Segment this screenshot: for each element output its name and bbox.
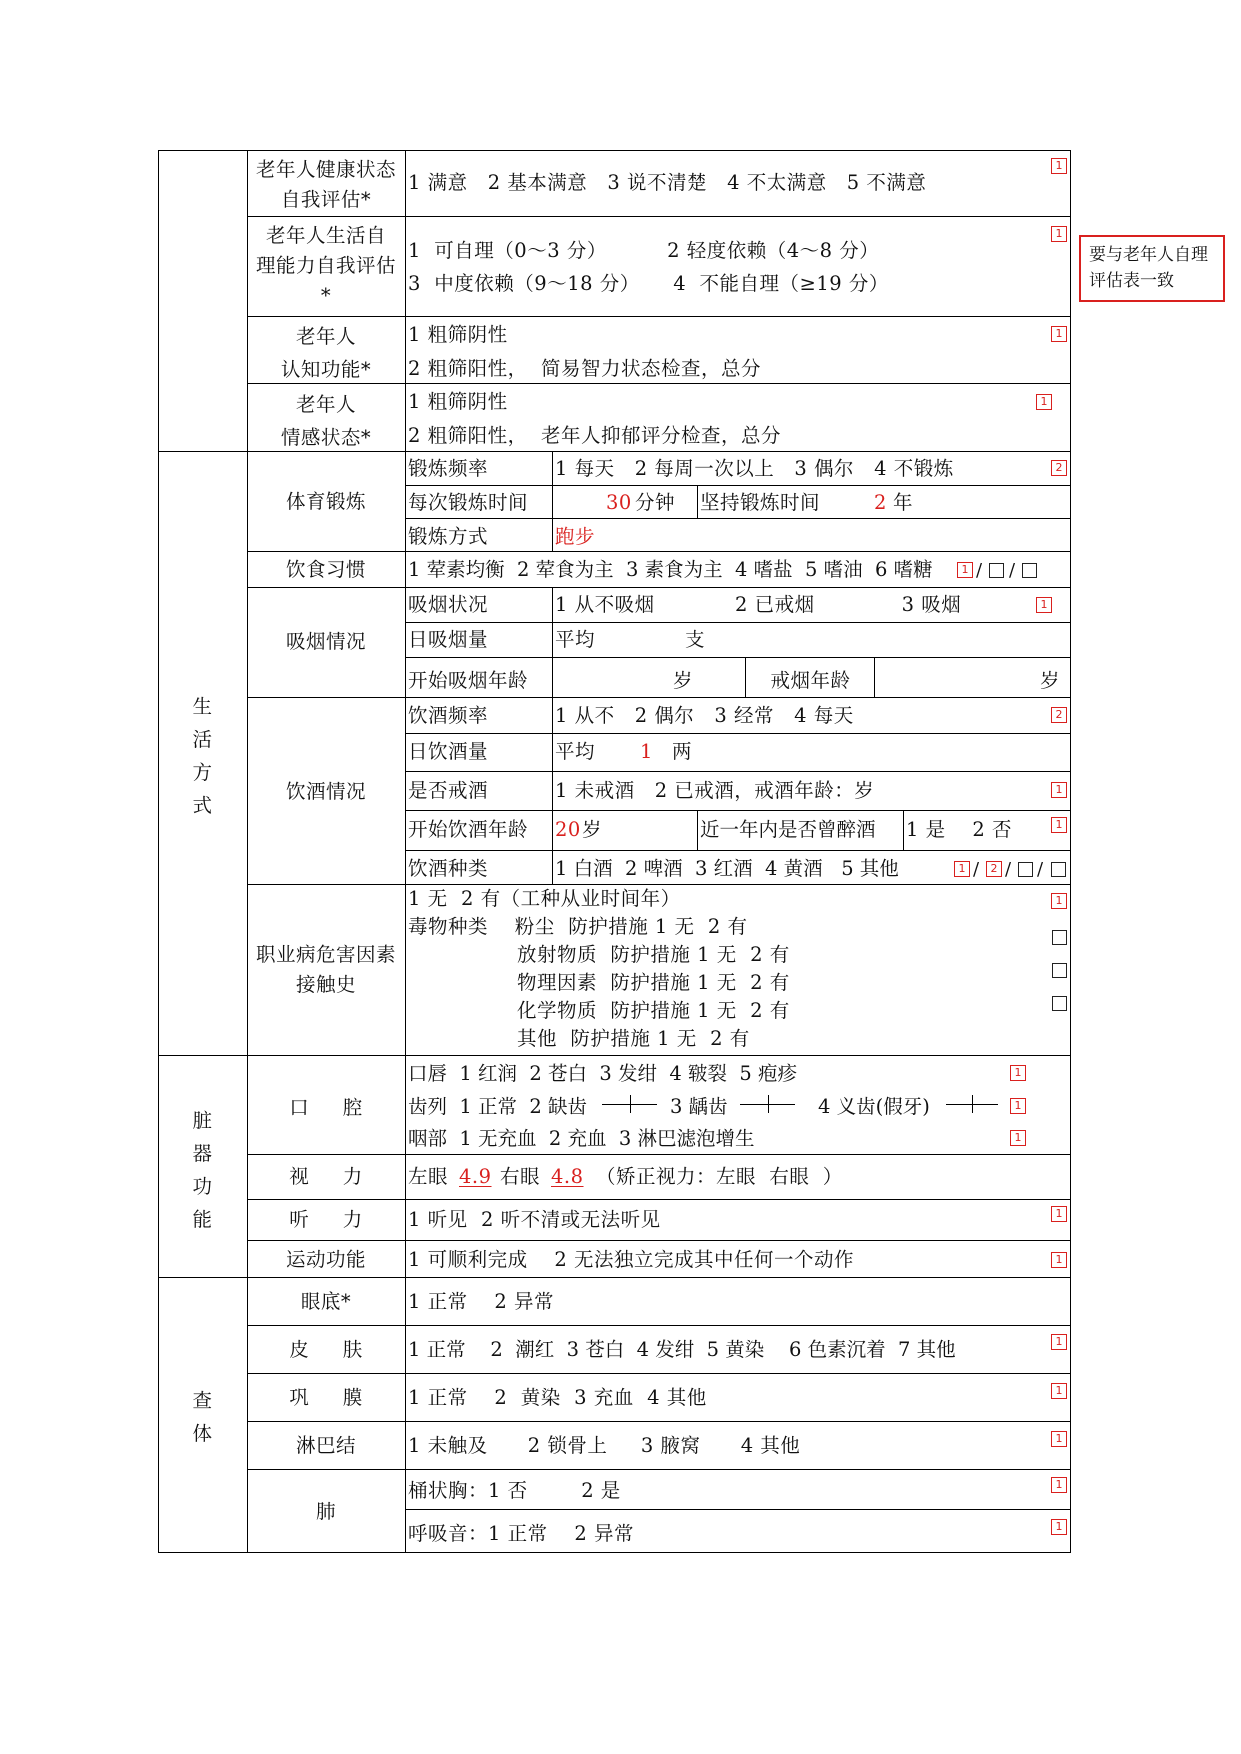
grid-line [405, 657, 1071, 658]
oral-lips-code-box[interactable]: 1 [1010, 1065, 1026, 1081]
section-lifestyle: 生 活 方 式 [192, 695, 213, 817]
occupation-line1[interactable]: 1 无 2 有（工种从业时间年） [408, 887, 681, 910]
emotion-line2[interactable]: 2 粗筛阳性， 老年人抑郁评分检查，总分 [408, 424, 782, 447]
motor-label: 运动功能 [285, 1248, 366, 1271]
grid-line [552, 697, 553, 884]
drinking-freq-options[interactable]: 1 从不 2 偶尔 3 经常 4 每天 [555, 704, 854, 727]
drinking-type-label: 饮酒种类 [408, 857, 489, 880]
drinking-amount-value[interactable]: 1 [640, 740, 653, 763]
drinking-freq-code-box[interactable]: 2 [1051, 707, 1067, 723]
drinking-label: 饮酒情况 [285, 780, 366, 803]
cognition-line1[interactable]: 1 粗筛阴性 [408, 323, 508, 346]
missing-teeth-grid-icon [602, 1095, 657, 1113]
smoking-amount-unit: 支 [685, 628, 706, 651]
smoking-amount-prefix: 平均 [555, 628, 596, 651]
diet-empty-box[interactable] [1022, 563, 1037, 578]
emotion-label: 老年人 情感状态* [280, 393, 372, 449]
vision-corrected[interactable]: （矫正视力：左眼 右眼 ） [596, 1165, 843, 1188]
sclera-options[interactable]: 1 正常 2 黄染 3 充血 4 其他 [408, 1386, 707, 1409]
occupation-line6[interactable]: 其他 防护措施 1 无 2 有 [517, 1027, 750, 1050]
review-comment-note: 要与老年人自理评估表一致 [1079, 235, 1225, 302]
grid-line [247, 1421, 1071, 1422]
grid-line [405, 485, 1071, 486]
smoking-label: 吸烟情况 [285, 630, 366, 653]
oral-label: 口 腔 [289, 1096, 363, 1119]
smoking-start-unit: 岁 [673, 669, 694, 692]
oral-teeth-a[interactable]: 齿列 1 正常 2 缺齿 [408, 1095, 588, 1118]
diet-slash: / [976, 560, 983, 581]
skin-code-box[interactable]: 1 [1051, 1334, 1067, 1350]
drinking-quit-options[interactable]: 1 未戒酒 2 已戒酒，戒酒年龄：岁 [555, 779, 875, 802]
grid-line [158, 1055, 1071, 1056]
exercise-mode-value[interactable]: 跑步 [555, 525, 596, 548]
smoking-quit-unit: 岁 [1040, 669, 1061, 692]
selfcare-line1[interactable]: 1 可自理（0～3 分） 2 轻度依赖（4～8 分） [408, 239, 880, 262]
exercise-mode-label: 锻炼方式 [408, 525, 489, 548]
skin-label: 皮 肤 [289, 1338, 363, 1361]
grid-line [158, 1552, 1071, 1553]
diet-options[interactable]: 1 荤素均衡 2 荤食为主 3 素食为主 4 嗜盐 5 嗜油 6 嗜糖 [408, 558, 933, 581]
drinking-type-options[interactable]: 1 白酒 2 啤酒 3 红酒 4 黄酒 5 其他 [555, 857, 899, 880]
exercise-time-value[interactable]: 30 [606, 491, 632, 514]
exercise-persist-label: 坚持锻炼时间 [700, 491, 821, 514]
lung-label: 肺 [315, 1500, 336, 1523]
selfcare-line2[interactable]: 3 中度依赖（9～18 分） 4 不能自理（≥19 分） [408, 272, 889, 295]
diet-slash: / [1009, 560, 1016, 581]
drinking-type-slash: / [1037, 859, 1044, 880]
smoking-amount-label: 日吸烟量 [408, 628, 489, 651]
smoking-status-label: 吸烟状况 [408, 593, 489, 616]
drinking-drunk-label: 近一年内是否曾醉酒 [700, 818, 876, 841]
drinking-type-code-box[interactable]: 2 [986, 861, 1002, 877]
occupation-line4[interactable]: 物理因素 防护措施 1 无 2 有 [517, 971, 790, 994]
drinking-amount-unit: 两 [672, 740, 693, 763]
diet-label: 饮食习惯 [285, 558, 366, 581]
drinking-start-value[interactable]: 20 [555, 818, 581, 841]
smoking-quit-label: 戒烟年龄 [770, 669, 851, 692]
caries-grid-icon [740, 1095, 795, 1113]
oral-teeth-c[interactable]: 4 义齿(假牙) [818, 1095, 930, 1118]
grid-line [874, 657, 875, 697]
occupation-code-box[interactable]: 1 [1051, 893, 1067, 909]
drinking-quit-code-box[interactable]: 1 [1051, 782, 1067, 798]
grid-line [552, 451, 553, 551]
exercise-time-unit: 分钟 [635, 491, 676, 514]
vision-right-label: 右眼 [500, 1165, 541, 1188]
skin-options[interactable]: 1 正常 2 潮红 3 苍白 4 发绀 5 黄染 6 色素沉着 7 其他 [408, 1338, 956, 1361]
lung-barrel-code-box[interactable]: 1 [1051, 1477, 1067, 1493]
oral-throat[interactable]: 咽部 1 无充血 2 充血 3 淋巴滤泡增生 [408, 1127, 755, 1150]
section-physical-exam: 查 体 [192, 1389, 213, 1445]
drinking-start-unit: 岁 [582, 818, 603, 841]
occupation-empty-box[interactable] [1052, 930, 1067, 945]
grid-line [552, 587, 553, 697]
drinking-type-empty-box[interactable] [1018, 862, 1033, 877]
grid-line [405, 150, 406, 1552]
drinking-type-code-box[interactable]: 1 [954, 861, 970, 877]
grid-line [247, 316, 1071, 317]
vision-left-value[interactable]: 4.9 [459, 1165, 492, 1188]
lung-barrel[interactable]: 桶状胸：1 否 2 是 [408, 1479, 621, 1502]
oral-teeth-b[interactable]: 3 龋齿 [670, 1095, 728, 1118]
drinking-amount-prefix: 平均 [555, 740, 596, 763]
grid-line [247, 697, 1071, 698]
grid-line [158, 150, 159, 1552]
fundus-options[interactable]: 1 正常 2 异常 [408, 1290, 555, 1313]
grid-line [903, 810, 904, 850]
drinking-type-slash: / [1005, 859, 1012, 880]
oral-throat-code-box[interactable]: 1 [1010, 1130, 1026, 1146]
drinking-quit-label: 是否戒酒 [408, 779, 489, 802]
exercise-freq-options[interactable]: 1 每天 2 每周一次以上 3 偶尔 4 不锻炼 [555, 457, 954, 480]
grid-line [405, 518, 1071, 519]
grid-line [697, 485, 698, 518]
diet-code-box[interactable]: 1 [957, 562, 973, 578]
lung-breath-code-box[interactable]: 1 [1051, 1519, 1067, 1535]
grid-line [247, 551, 1071, 552]
smoking-status-options[interactable]: 1 从不吸烟 2 已戒烟 3 吸烟 [555, 593, 962, 616]
grid-line [247, 216, 1071, 217]
grid-line [405, 733, 1071, 734]
grid-line [158, 150, 1071, 151]
sclera-code-box[interactable]: 1 [1051, 1383, 1067, 1399]
drinking-drunk-options[interactable]: 1 是 2 否 [906, 818, 1013, 841]
sclera-label: 巩 膜 [289, 1386, 363, 1409]
grid-line [247, 1373, 1071, 1374]
drinking-start-label: 开始饮酒年龄 [408, 818, 529, 841]
cognition-code-box[interactable]: 1 [1051, 326, 1067, 342]
exercise-freq-code-box[interactable]: 2 [1051, 460, 1067, 476]
grid-line [247, 1199, 1071, 1200]
lymph-label: 淋巴结 [295, 1434, 356, 1457]
exercise-persist-value[interactable]: 2 [874, 491, 887, 514]
selfcare-code-box[interactable]: 1 [1051, 226, 1067, 242]
vision-left-label: 左眼 [408, 1165, 449, 1188]
occupation-line5[interactable]: 化学物质 防护措施 1 无 2 有 [517, 999, 790, 1022]
grid-line [405, 771, 1071, 772]
grid-line [247, 1469, 1071, 1470]
vision-right-value[interactable]: 4.8 [551, 1165, 584, 1188]
selfcare-label: 老年人生活自 理能力自我评估 * [255, 224, 396, 307]
exercise-time-label: 每次锻炼时间 [408, 491, 529, 514]
smoking-status-code-box[interactable]: 1 [1036, 597, 1052, 613]
fundus-label: 眼底* [300, 1290, 352, 1313]
emotion-line1[interactable]: 1 粗筛阴性 [408, 390, 508, 413]
hearing-code-box[interactable]: 1 [1051, 1206, 1067, 1222]
hearing-options[interactable]: 1 听见 2 听不清或无法听见 [408, 1208, 661, 1231]
grid-line [405, 850, 1071, 851]
drinking-drunk-code-box[interactable]: 1 [1051, 817, 1067, 833]
cognition-line2[interactable]: 2 粗筛阳性， 简易智力状态检查，总分 [408, 357, 762, 380]
grid-line [247, 1240, 1071, 1241]
grid-line [405, 810, 1071, 811]
occupation-line2[interactable]: 毒物种类 粉尘 防护措施 1 无 2 有 [408, 915, 748, 938]
smoking-start-label: 开始吸烟年龄 [408, 669, 529, 692]
cognition-label: 老年人 认知功能* [280, 325, 372, 381]
occupation-empty-box[interactable] [1052, 996, 1067, 1011]
drinking-type-empty-box[interactable] [1051, 862, 1066, 877]
motor-options[interactable]: 1 可顺利完成 2 无法独立完成其中任何一个动作 [408, 1248, 855, 1271]
emotion-code-box[interactable]: 1 [1036, 394, 1052, 410]
grid-line [405, 622, 1071, 623]
oral-lips[interactable]: 口唇 1 红润 2 苍白 3 发绀 4 皲裂 5 疱疹 [408, 1062, 798, 1085]
lymph-code-box[interactable]: 1 [1051, 1431, 1067, 1447]
exercise-persist-unit: 年 [893, 491, 914, 514]
grid-line [247, 1325, 1071, 1326]
exercise-label: 体育锻炼 [285, 490, 366, 513]
occupation-empty-box[interactable] [1052, 963, 1067, 978]
section-organ-function: 脏 器 功 能 [192, 1109, 213, 1231]
hearing-label: 听 力 [289, 1208, 363, 1231]
grid-line [1070, 150, 1071, 1552]
occupation-line3[interactable]: 放射物质 防护措施 1 无 2 有 [517, 943, 790, 966]
grid-line [247, 884, 1071, 885]
health-self-code-box[interactable]: 1 [1051, 158, 1067, 174]
denture-grid-icon [946, 1095, 998, 1113]
diet-empty-box[interactable] [989, 563, 1004, 578]
exercise-freq-label: 锻炼频率 [408, 457, 489, 480]
drinking-amount-label: 日饮酒量 [408, 740, 489, 763]
lymph-options[interactable]: 1 未触及 2 锁骨上 3 腋窝 4 其他 [408, 1434, 801, 1457]
grid-line [247, 1154, 1071, 1155]
grid-line [697, 810, 698, 850]
grid-line [405, 1509, 1071, 1510]
occupation-label: 职业病危害因素 接触史 [255, 943, 396, 996]
oral-teeth-code-box[interactable]: 1 [1010, 1098, 1026, 1114]
grid-line [745, 657, 746, 697]
health-self-label: 老年人健康状态 自我评估* [255, 158, 396, 211]
drinking-freq-label: 饮酒频率 [408, 704, 489, 727]
health-self-options[interactable]: 1 满意 2 基本满意 3 说不清楚 4 不太满意 5 不满意 [408, 171, 927, 194]
grid-line [158, 1277, 1071, 1278]
vision-label: 视 力 [289, 1165, 363, 1188]
grid-line [247, 587, 1071, 588]
drinking-type-slash: / [973, 859, 980, 880]
motor-code-box[interactable]: 1 [1051, 1252, 1067, 1268]
lung-breath[interactable]: 呼吸音：1 正常 2 异常 [408, 1522, 635, 1545]
